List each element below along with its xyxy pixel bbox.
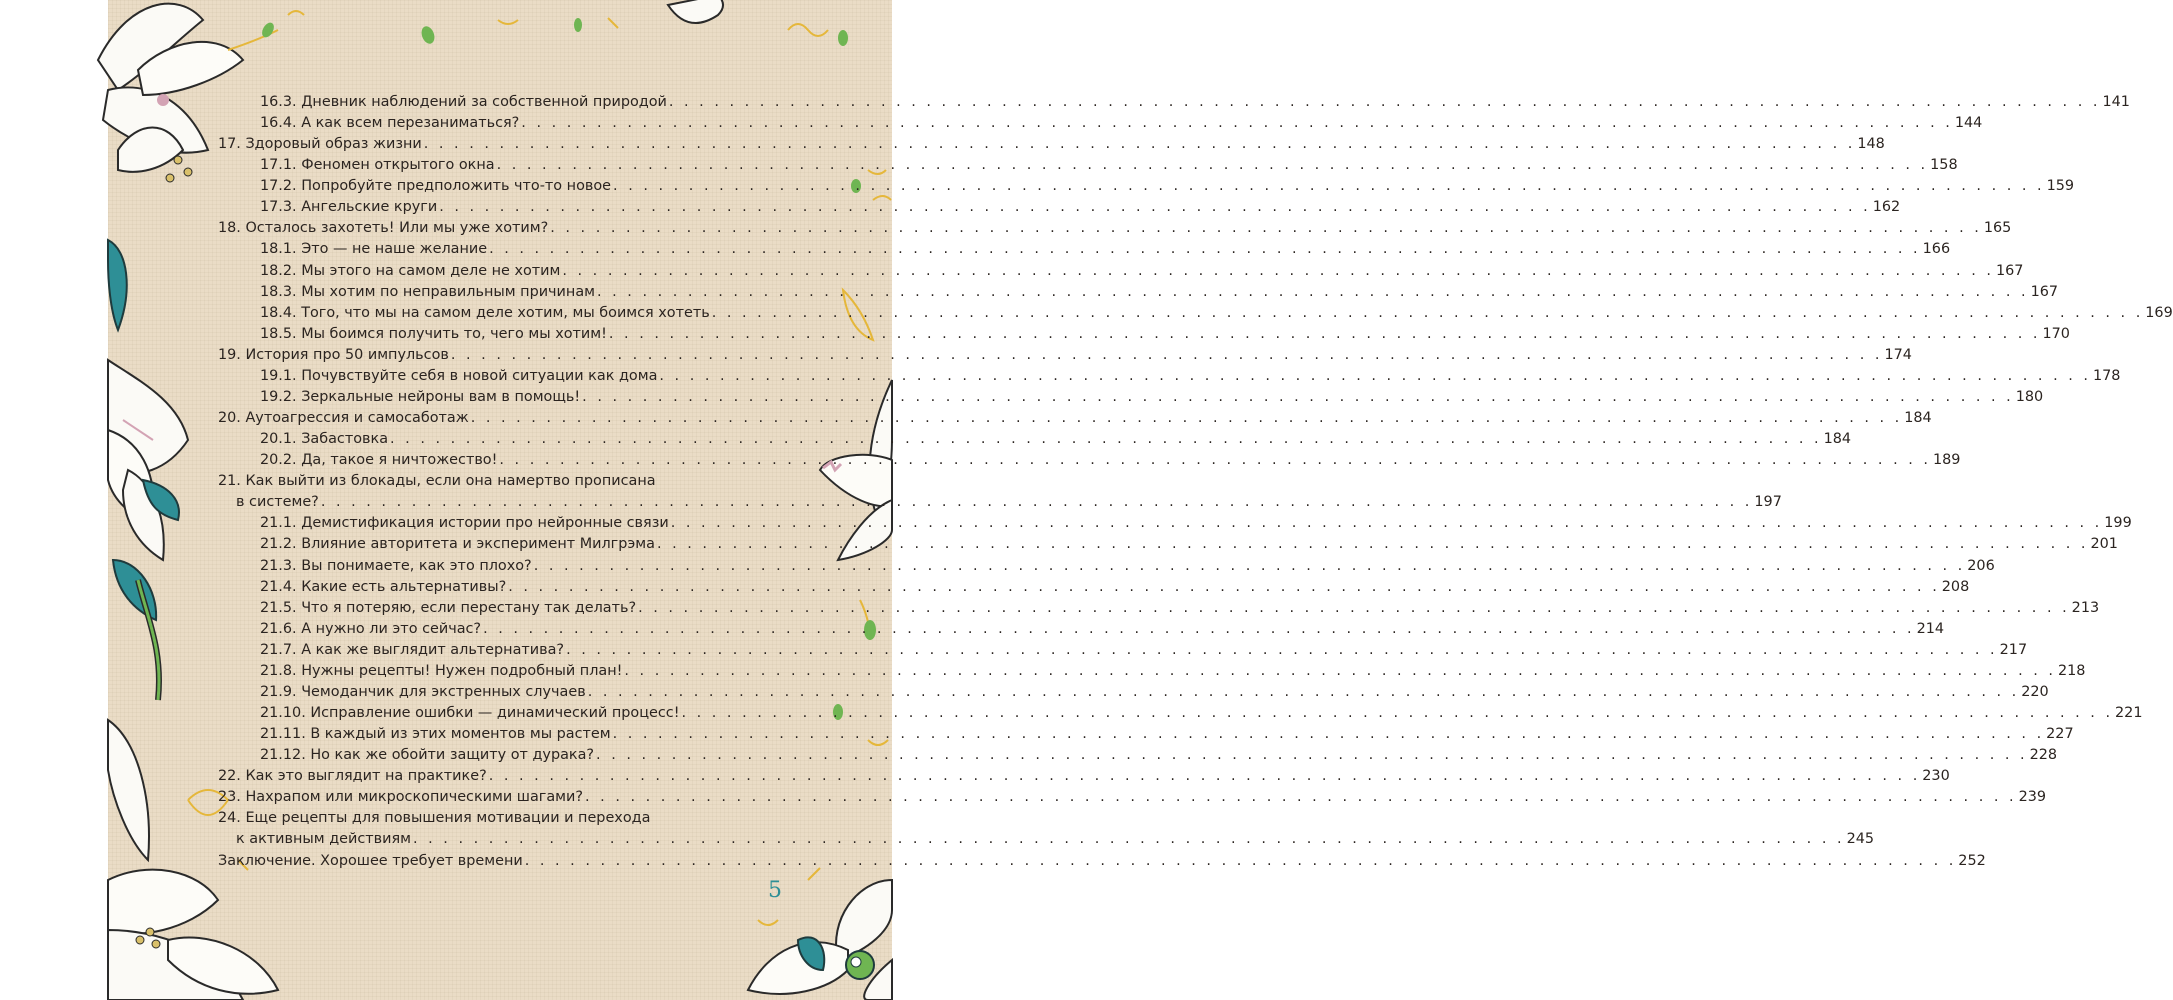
dot-leader: . . . . . . . . . . . . . . . . . . . . . . . . . . . . . . . . . . . . . . . . . . . . . . . . . . . . . . . . . . . . . . . . . . . . . . . . . . . . . . . . . . . . . . . . . . . . . . . — [483, 620, 1915, 637]
dot-leader: . . . . . . . . . . . . . . . . . . . . . . . . . . . . . . . . . . . . . . . . . . . . . . . . . . . . . . . . . . . . . . . . . . . . . . . . . . . . . . . . . . . . . . . . . . . . . . . — [562, 262, 1994, 279]
toc-entry-label: 17.1. Феномен открытого окна — [260, 157, 495, 174]
dot-leader: . . . . . . . . . . . . . . . . . . . . . . . . . . . . . . . . . . . . . . . . . . . . . . . . . . . . . . . . . . . . . . . . . . . . . . . . . . . . . . . . . . . . . . . . . . . . . . . — [489, 241, 1921, 258]
toc-page-number: 217 — [1999, 641, 2028, 658]
toc-page-number: 174 — [1884, 346, 1912, 363]
toc-entry-label: 21.11. В каждый из этих моментов мы растем — [260, 726, 611, 743]
dot-leader: . . . . . . . . . . . . . . . . . . . . . . . . . . . . . . . . . . . . . . . . . . . . . . . . . . . . . . . . . . . . . . . . . . . . . . . . . . . . . . . . . . . . . . . . . . . . . . . — [638, 599, 2070, 616]
toc-entry-label: 17.3. Ангельские круги — [260, 199, 438, 216]
toc-page-number: 169 — [2145, 304, 2173, 321]
toc-entry[interactable] — [260, 556, 1995, 577]
toc-page-number: 214 — [1916, 620, 1945, 637]
dot-leader: . . . . . . . . . . . . . . . . . . . . . . . . . . . . . . . . . . . . . . . . . . . . . . . . . . . . . . . . . . . . . . . . . . . . . . . . . . . . . . . . . . . . . . . . . . . . . . . — [711, 304, 2144, 321]
toc-entry-label: в системе? — [236, 494, 319, 511]
dot-leader: . . . . . . . . . . . . . . . . . . . . . . . . . . . . . . . . . . . . . . . . . . . . . . . . . . . . . . . . . . . . . . . . . . . . . . . . . . . . . . . . . . . . . . . . . . . . . . . — [681, 705, 2114, 722]
toc-entry[interactable] — [260, 619, 1945, 640]
dot-leader: . . . . . . . . . . . . . . . . . . . . . . . . . . . . . . . . . . . . . . . . . . . . . . . . . . . . . . . . . . . . . . . . . . . . . . . . . . . . . . . . . . . . . . . . . . . . . . . — [533, 557, 1966, 574]
book-page — [108, 0, 2173, 1000]
toc-entry-label: 21.6. А нужно ли это сейчас? — [260, 620, 482, 637]
dot-leader: . . . . . . . . . . . . . . . . . . . . . . . . . . . . . . . . . . . . . . . . . . . . . . . . . . . . . . . . . . . . . . . . . . . . . . . . . . . . . . . . . . . . . . . . . . . . . . . — [596, 747, 2028, 764]
toc-page-number: 245 — [1846, 831, 1875, 848]
toc-entry[interactable] — [260, 113, 1983, 134]
toc-entry[interactable] — [260, 92, 2130, 113]
toc-page-number: 197 — [1754, 494, 1782, 511]
toc-page-number: 165 — [1983, 220, 2012, 237]
dot-leader: . . . . . . . . . . . . . . . . . . . . . . . . . . . . . . . . . . . . . . . . . . . . . . . . . . . . . . . . . . . . . . . . . . . . . . . . . . . . . . . . . . . . . . . . . . . . . . . — [608, 325, 2041, 342]
toc-page-number: 141 — [2102, 94, 2130, 110]
toc-entry[interactable] — [236, 829, 1875, 850]
toc-entry-label: 21.10. Исправление ошибки — динамический процесс! — [260, 705, 680, 722]
toc-entry[interactable] — [218, 345, 1912, 366]
toc-entry[interactable] — [260, 324, 2070, 345]
dot-leader: . . . . . . . . . . . . . . . . . . . . . . . . . . . . . . . . . . . . . . . . . . . . . . . . . . . . . . . . . . . . . . . . . . . . . . . . . . . . . . . . . . . . . . . . . . . . . . . — [470, 410, 1903, 427]
toc-entry-label: 21.5. Что я потеряю, если перестану так делать? — [260, 599, 637, 616]
toc-entry[interactable] — [260, 513, 2132, 534]
dot-leader: . . . . . . . . . . . . . . . . . . . . . . . . . . . . . . . . . . . . . . . . . . . . . . . . . . . . . . . . . . . . . . . . . . . . . . . . . . . . . . . . . . . . . . . . . . . . . . . — [508, 578, 1940, 595]
toc-page-number: 148 — [1857, 136, 1885, 153]
dot-leader: . . . . . . . . . . . . . . . . . . . . . . . . . . . . . . . . . . . . . . . . . . . . . . . . . . . . . . . . . . . . . . . . . . . . . . . . . . . . . . . . . . . . . . . . . . . . . . . — [488, 768, 1921, 785]
dot-leader: . . . . . . . . . . . . . . . . . . . . . . . . . . . . . . . . . . . . . . . . . . . . . . . . . . . . . . . . . . . . . . . . . . . . . . . . . . . . . . . . . . . . . . . . . . . . . . . — [670, 515, 2103, 532]
toc-page-number: 220 — [2021, 683, 2049, 700]
toc-entry-label: 17. Здоровый образ жизни — [218, 136, 422, 153]
dot-leader: . . . . . . . . . . . . . . . . . . . . . . . . . . . . . . . . . . . . . . . . . . . . . . . . . . . . . . . . . . . . . . . . . . . . . . . . . . . . . . . . . . . . . . . . . . . . . . . — [656, 536, 2089, 553]
toc-page-number: 239 — [2018, 789, 2047, 806]
dot-leader: . . . . . . . . . . . . . . . . . . . . . . . . . . . . . . . . . . . . . . . . . . . . . . . . . . . . . . . . . . . . . . . . . . . . . . . . . . . . . . . . . . . . . . . . . . . . . . . — [613, 178, 2045, 195]
toc-entry[interactable] — [218, 766, 1950, 787]
toc-entry[interactable] — [260, 176, 2075, 197]
toc-entry[interactable] — [260, 366, 2121, 387]
toc-entry-label: 18.1. Это — не наше желание — [260, 241, 488, 258]
dot-leader: . . . . . . . . . . . . . . . . . . . . . . . . . . . . . . . . . . . . . . . . . . . . . . . . . . . . . . . . . . . . . . . . . . . . . . . . . . . . . . . . . . . . . . . . . . . . . . . — [597, 283, 2029, 300]
toc-page-number: 144 — [1954, 115, 1983, 132]
toc-entry[interactable] — [260, 261, 2024, 282]
toc-page-number: 252 — [1958, 852, 1986, 869]
toc-entry-label: 18.5. Мы боимся получить то, чего мы хотим! — [260, 325, 607, 342]
dot-leader: . . . . . . . . . . . . . . . . . . . . . . . . . . . . . . . . . . . . . . . . . . . . . . . . . . . . . . . . . . . . . . . . . . . . . . . . . . . . . . . . . . . . . . . . . . . . . . . — [659, 367, 2091, 384]
dot-leader: . . . . . . . . . . . . . . . . . . . . . . . . . . . . . . . . . . . . . . . . . . . . . . . . . . . . . . . . . . . . . . . . . . . . . . . . . . . . . . . . . . . . . . . . . . . . . . . — [582, 388, 2014, 405]
toc-entry[interactable] — [260, 303, 2173, 324]
dot-leader: . . . . . . . . . . . . . . . . . . . . . . . . . . . . . . . . . . . . . . . . . . . . . . . . . . . . . . . . . . . . . . . . . . . . . . . . . . . . . . . . . . . . . . . . . . . . . . . — [423, 136, 1856, 153]
toc-entry-label: 18. Осталось захотеть! Или мы уже хотим? — [218, 220, 549, 237]
toc-entry-label: 22. Как это выглядит на практике? — [218, 768, 487, 785]
toc-entry[interactable] — [260, 661, 2086, 682]
toc-page-number: 208 — [1941, 578, 1970, 595]
dot-leader: . . . . . . . . . . . . . . . . . . . . . . . . . . . . . . . . . . . . . . . . . . . . . . . . . . . . . . . . . . . . . . . . . . . . . . . . . . . . . . . . . . . . . . . . . . . . . . . — [624, 662, 2056, 679]
toc-page-number: 227 — [2046, 726, 2074, 743]
dot-leader: . . . . . . . . . . . . . . . . . . . . . . . . . . . . . . . . . . . . . . . . . . . . . . . . . . . . . . . . . . . . . . . . . . . . . . . . . . . . . . . . . . . . . . . . . . . . . . . — [612, 726, 2045, 743]
toc-entry[interactable] — [260, 387, 2044, 408]
toc-entry[interactable] — [236, 492, 1782, 513]
toc-entry-label: 21.1. Демистификация истории про нейронные связи — [260, 515, 669, 532]
dot-leader: . . . . . . . . . . . . . . . . . . . . . . . . . . . . . . . . . . . . . . . . . . . . . . . . . . . . . . . . . . . . . . . . . . . . . . . . . . . . . . . . . . . . . . . . . . . . . . . — [585, 789, 2017, 806]
toc-entry[interactable] — [260, 197, 1901, 218]
toc-entry[interactable] — [260, 450, 1961, 471]
dot-leader: . . . . . . . . . . . . . . . . . . . . . . . . . . . . . . . . . . . . . . . . . . . . . . . . . . . . . . . . . . . . . . . . . . . . . . . . . . . . . . . . . . . . . . . . . . . . . . . — [450, 346, 1883, 363]
toc-page-number: 221 — [2115, 705, 2143, 722]
toc-entry[interactable] — [260, 577, 1970, 598]
toc-entry-label: 19. История про 50 импульсов — [218, 346, 449, 363]
dot-leader: . . . . . . . . . . . . . . . . . . . . . . . . . . . . . . . . . . . . . . . . . . . . . . . . . . . . . . . . . . . . . . . . . . . . . . . . . . . . . . . . . . . . . . . . . . . . . . . — [521, 115, 1953, 132]
toc-page-number: 162 — [1872, 199, 1901, 216]
dot-leader: . . . . . . . . . . . . . . . . . . . . . . . . . . . . . . . . . . . . . . . . . . . . . . . . . . . . . . . . . . . . . . . . . . . . . . . . . . . . . . . . . . . . . . . . . . . . . . . — [390, 431, 1822, 448]
toc-entry-label: 19.1. Почувствуйте себя в новой ситуации как дома — [260, 367, 658, 384]
dot-leader: . . . . . . . . . . . . . . . . . . . . . . . . . . . . . . . . . . . . . . . . . . . . . . . . . . . . . . . . . . . . . . . . . . . . . . . . . . . . . . . . . . . . . . . . . . . . . . . — [524, 852, 1957, 869]
toc-page-number: 184 — [1904, 410, 1932, 427]
toc-entry-label: к активным действиям — [236, 831, 411, 848]
toc-entry-label: Заключение. Хорошее требует времени — [218, 852, 523, 869]
toc-entry-label: 20.1. Забастовка — [260, 431, 389, 448]
page-number: 5 — [768, 878, 782, 903]
toc-entry[interactable] — [260, 640, 2028, 661]
dot-leader: . . . . . . . . . . . . . . . . . . . . . . . . . . . . . . . . . . . . . . . . . . . . . . . . . . . . . . . . . . . . . . . . . . . . . . . . . . . . . . . . . . . . . . . . . . . . . . . — [668, 94, 2101, 110]
dot-leader: . . . . . . . . . . . . . . . . . . . . . . . . . . . . . . . . . . . . . . . . . . . . . . . . . . . . . . . . . . . . . . . . . . . . . . . . . . . . . . . . . . . . . . . . . . . . . . . — [439, 199, 1871, 216]
toc-entry-label: 18.4. Того, что мы на самом деле хотим, мы боимся хотеть — [260, 304, 710, 321]
toc-page-number: 213 — [2071, 599, 2100, 616]
toc-entry[interactable] — [260, 282, 2059, 303]
toc-page-number: 201 — [2090, 536, 2118, 553]
toc-entry[interactable] — [260, 598, 2100, 619]
toc-page-number: 178 — [2092, 367, 2121, 384]
toc-page-number: 170 — [2042, 325, 2070, 342]
toc-entry-label: 23. Нахрапом или микроскопическими шагами? — [218, 789, 584, 806]
toc-entry-label: 19.2. Зеркальные нейроны вам в помощь! — [260, 388, 581, 405]
toc-entry[interactable] — [260, 239, 1951, 260]
toc-entry[interactable] — [218, 787, 2047, 808]
toc-entry-title[interactable] — [218, 471, 656, 492]
toc-page-number: 167 — [2030, 283, 2059, 300]
toc-entry-label: 21.7. А как же выглядит альтернатива? — [260, 641, 565, 658]
toc-entry-label: 21.12. Но как же обойти защиту от дурака? — [260, 747, 595, 764]
toc-entry-label: 18.2. Мы этого на самом деле не хотим — [260, 262, 561, 279]
dot-leader: . . . . . . . . . . . . . . . . . . . . . . . . . . . . . . . . . . . . . . . . . . . . . . . . . . . . . . . . . . . . . . . . . . . . . . . . . . . . . . . . . . . . . . . . . . . . . . . — [566, 641, 1998, 658]
toc-page-number: 180 — [2015, 388, 2044, 405]
toc-page-number: 184 — [1823, 431, 1852, 448]
toc-entry[interactable] — [260, 724, 2074, 745]
toc-entry[interactable] — [218, 408, 1932, 429]
toc-entry-label: 21.2. Влияние авторитета и эксперимент Милгрэма — [260, 536, 655, 553]
toc-entry-label: 21.4. Какие есть альтернативы? — [260, 578, 507, 595]
table-of-contents — [108, 0, 2173, 1000]
toc-entry-label: 21.8. Нужны рецепты! Нужен подробный план! — [260, 662, 623, 679]
toc-entry[interactable] — [260, 682, 2049, 703]
toc-page-number: 167 — [1995, 262, 2024, 279]
toc-page-number: 230 — [1922, 768, 1950, 785]
toc-entry[interactable] — [260, 429, 1852, 450]
toc-entry-title[interactable] — [218, 808, 650, 829]
toc-entry-label: 21.3. Вы понимаете, как это плохо? — [260, 557, 532, 574]
toc-entry-label: 16.3. Дневник наблюдений за собственной природой — [260, 94, 667, 110]
toc-page-number: 228 — [2029, 747, 2058, 764]
toc-page-number: 159 — [2046, 178, 2075, 195]
toc-page-number: 166 — [1922, 241, 1951, 258]
toc-entry-label: 21.9. Чемоданчик для экстренных случаев — [260, 683, 586, 700]
dot-leader: . . . . . . . . . . . . . . . . . . . . . . . . . . . . . . . . . . . . . . . . . . . . . . . . . . . . . . . . . . . . . . . . . . . . . . . . . . . . . . . . . . . . . . . . . . . . . . . — [413, 831, 1845, 848]
toc-page-number: 199 — [2104, 515, 2132, 532]
toc-page-number: 206 — [1967, 557, 1995, 574]
toc-entry[interactable] — [218, 134, 1885, 155]
dot-leader: . . . . . . . . . . . . . . . . . . . . . . . . . . . . . . . . . . . . . . . . . . . . . . . . . . . . . . . . . . . . . . . . . . . . . . . . . . . . . . . . . . . . . . . . . . . . . . . — [587, 683, 2020, 700]
toc-entry[interactable] — [260, 155, 1958, 176]
toc-page-number: 189 — [1932, 452, 1961, 469]
dot-leader: . . . . . . . . . . . . . . . . . . . . . . . . . . . . . . . . . . . . . . . . . . . . . . . . . . . . . . . . . . . . . . . . . . . . . . . . . . . . . . . . . . . . . . . . . . . . . . . — [496, 157, 1929, 174]
toc-page-number: 158 — [1930, 157, 1958, 174]
toc-entry[interactable] — [260, 745, 2058, 766]
toc-entry-label: 17.2. Попробуйте предположить что-то новое — [260, 178, 612, 195]
toc-entry-label: 24. Еще рецепты для повышения мотивации и перехода — [218, 810, 651, 827]
dot-leader: . . . . . . . . . . . . . . . . . . . . . . . . . . . . . . . . . . . . . . . . . . . . . . . . . . . . . . . . . . . . . . . . . . . . . . . . . . . . . . . . . . . . . . . . . . . . . . . — [550, 220, 1982, 237]
toc-entry[interactable] — [218, 851, 1986, 872]
dot-leader: . . . . . . . . . . . . . . . . . . . . . . . . . . . . . . . . . . . . . . . . . . . . . . . . . . . . . . . . . . . . . . . . . . . . . . . . . . . . . . . . . . . . . . . . . . . . . . . — [499, 452, 1931, 469]
toc-entry[interactable] — [260, 703, 2143, 724]
dot-leader: . . . . . . . . . . . . . . . . . . . . . . . . . . . . . . . . . . . . . . . . . . . . . . . . . . . . . . . . . . . . . . . . . . . . . . . . . . . . . . . . . . . . . . . . . . . . . . . — [320, 494, 1753, 511]
toc-entry-label: 18.3. Мы хотим по неправильным причинам — [260, 283, 595, 300]
toc-page-number: 218 — [2057, 662, 2086, 679]
toc-entry[interactable] — [260, 534, 2118, 555]
toc-entry-label: 16.4. А как всем перезаниматься? — [260, 115, 520, 132]
toc-entry-label: 20. Аутоагрессия и самосаботаж — [218, 410, 469, 427]
toc-entry[interactable] — [218, 218, 2012, 239]
toc-entry-label: 21. Как выйти из блокады, если она намертво прописана — [218, 473, 656, 490]
toc-entry-label: 20.2. Да, такое я ничтожество! — [260, 452, 498, 469]
